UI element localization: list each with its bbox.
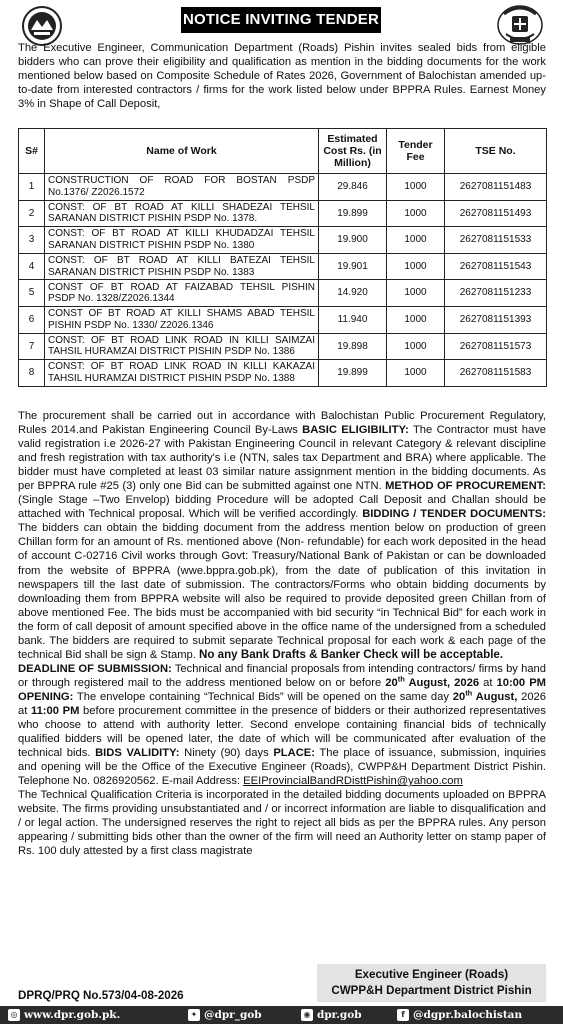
cell-cost: 11.940 [319,306,387,333]
header-fee: Tender Fee [387,129,445,174]
facebook-handle: @dgpr.balochistan [413,1009,523,1021]
facebook-icon: f [397,1009,409,1021]
cell-sno: 3 [19,227,45,254]
cell-fee: 1000 [387,200,445,227]
signatory-department: CWPP&H Department District Pishin [331,984,532,997]
page-title: NOTICE INVITING TENDER [181,7,381,33]
cell-work: CONST: OF BT ROAD AT KILLI BATEZAI TEHSIL SARANAN DISTRICT PISHIN PSDP No. 1383 [45,253,319,280]
opening-time: 11:00 PM [30,704,80,717]
cell-tse: 2627081151533 [445,227,547,254]
cell-cost: 14.920 [319,280,387,307]
deadline-time: 10:00 PM [496,676,546,689]
table-row [19,333,547,360]
intro-paragraph: The Executive Engineer, Communication Department (Roads) Pishin invites sealed bids from eligible bidders who can prove their eligibility and qualification as mention in the bidding documents for the work mentioned below based on Composite Schedule of Rates 2026, Government of Balochistan amended up-to-date from interested contractors / firms for the work listed below under BPPRA Rules. Earnest Money 3% in Shape of Call Deposit, [18,42,546,111]
cell-work: CONST OF BT ROAD AT FAIZABAD TEHSIL PISHIN PSDP No. 1328/Z2026.1344 [45,280,319,307]
cell-tse: 2627081151573 [445,333,547,360]
body-text-segment: The Technical Qualification Criteria is incorporated in the detailed bidding documents uploaded on BPPRA website. The firms providing unsubstantiated and / or incorrect information are liable to disqualification and / or legal action. The undersigned reserves the right to reject all bids as per the BPPRA rules. Any person appearing / submitting bids other than the owner of the firm will need an Authority letter on stamp paper of Rs. 100 duly attested by a first class magistrate [18,789,546,858]
body-text-segment: The Contractor must have valid registration i.e 2026-27 with Pakistan Engineering Council in relevant Category & relevant discipline and fresh registration with tax authority's i.e (NTN, sales tax Department and BRA) where applicable. The bidder must have completed at least 03 similar nature assignment mention in the bidding documents. As per BPPRA rule #25 (3) only one Bid can be submitted against one NTN. [18,424,546,493]
twitter-icon: ✦ [188,1009,200,1021]
no-drafts-notice: No any Bank Drafts & Banker Check will be acceptable. [198,647,504,661]
cell-fee: 1000 [387,253,445,280]
body-text-segment: Ninety (90) days [179,747,274,760]
cell-work: CONST: OF BT ROAD LINK ROAD IN KILLI SAIMZAI TAHSIL HURAMZAI DISTRICT PISHIN PSDP No. 1386 [45,333,319,360]
header-sno: S# [19,129,45,174]
cell-sno: 4 [19,253,45,280]
cell-tse: 2627081151483 [445,174,547,201]
cell-cost: 29.846 [319,174,387,201]
opening-month: August, [472,690,518,703]
cell-work: CONST: OF BT ROAD AT KILLI KHUDADZAI TEHSIL SARANAN DISTRICT PISHIN PSDP No. 1380 [45,227,319,254]
header-tse: TSE No. [445,129,547,174]
heading-basic-eligibility: BASIC ELIGIBILITY: [302,424,409,437]
body-text-segment: (Single Stage –Two Envelop) bidding Procedure will be adopted Call Deposit and Challan should be attached with Technical proposal. Which will be verified accordingly. [18,494,546,521]
opening-day-suffix: th [465,688,473,698]
header-cost: Estimated Cost Rs. (in Million) [319,129,387,174]
opening-day: 20 [452,690,466,703]
table-row [19,360,547,387]
cell-tse: 2627081151583 [445,360,547,387]
cell-sno: 8 [19,360,45,387]
table-header-row [19,129,547,174]
heading-method-of-procurement: METHOD OF PROCUREMENT: [385,480,546,493]
instagram-handle: dpr.gob [317,1009,362,1021]
heading-bidding-documents: BIDDING / TENDER DOCUMENTS: [362,508,546,521]
table-row [19,306,547,333]
body-text-segment: The procurement shall be carried out in accordance with Balochistan Public Procurement Regulatory, Rules 2014.and Pakistan Engineering Council By-Laws [18,410,546,437]
reference-number: DPRQ/PRQ No.573/04-08-2026 [18,989,184,1002]
body-text-segment: at [479,676,497,689]
body-text-segment: Technical and financial proposals from intending contractors/ firms by hand or through registered mail to the address mentioned below on or before [18,662,547,689]
cell-work: CONST: OF BT ROAD LINK ROAD IN KILLI KAKAZAI TAHSIL HURAMZAI DISTRICT PISHIN PSDP No. 1388 [45,360,319,387]
body-text-segment: The envelope containing “Technical Bids” will be opened on the same day [73,690,453,703]
tender-table [18,128,547,387]
signatory-title: Executive Engineer (Roads) [354,968,509,981]
deadline-day-suffix: th [397,674,405,684]
conditions-text [18,409,546,859]
cell-work: CONST OF BT ROAD AT KILLI SHAMS ABAD TEHSIL PISHIN PSDP No. 1330/ Z2026.1346 [45,306,319,333]
cell-sno: 6 [19,306,45,333]
globe-icon: ◎ [8,1009,20,1021]
twitter-item[interactable] [188,1006,262,1024]
cell-sno: 1 [19,174,45,201]
table-row [19,280,547,307]
cell-tse: 2627081151393 [445,306,547,333]
header-work: Name of Work [45,129,319,174]
signature-block [317,964,546,1002]
cell-sno: 2 [19,200,45,227]
instagram-item[interactable] [301,1006,362,1024]
heading-deadline: DEADLINE OF SUBMISSION: [18,662,172,675]
cell-tse: 2627081151233 [445,280,547,307]
cell-fee: 1000 [387,280,445,307]
cell-fee: 1000 [387,360,445,387]
cell-fee: 1000 [387,306,445,333]
heading-bids-validity: BIDS VALIDITY: [95,747,180,760]
cell-fee: 1000 [387,333,445,360]
deadline-day: 20 [385,676,398,689]
cell-fee: 1000 [387,174,445,201]
department-logo-icon [22,6,62,46]
deadline-month-year: August, 2026 [404,676,480,689]
table-row [19,227,547,254]
twitter-handle: @dpr_gob [204,1009,262,1021]
email-link[interactable]: EEIProvincialBandRDisttPishin@yahoo.com [243,775,463,788]
cell-fee: 1000 [387,227,445,254]
cell-cost: 19.900 [319,227,387,254]
table-row [19,253,547,280]
table-row [19,200,547,227]
body-text-segment: before procurement committee in the presence of bidders or their authorized representatives who choose to attend with authority letter. Second envelope containing financial bids of technically qualified bidders will be opened later, the date of which will be communicated after evaluation of the technical bids. [18,704,546,760]
cell-cost: 19.899 [319,360,387,387]
body-text-segment: The place of issuance, submission, inquiries and opening will be the Office of the Executive Engineer (Roads), CWPP&H Department District Pishin. Telephone No. 0826920562. E-mail Address: [18,747,546,788]
facebook-item[interactable] [397,1006,522,1024]
website-item[interactable] [8,1006,120,1024]
cell-tse: 2627081151493 [445,200,547,227]
cell-tse: 2627081151543 [445,253,547,280]
body-text-segment: 2026 at [18,690,546,717]
social-footer-bar [0,1006,563,1024]
cell-work: CONSTRUCTION OF ROAD FOR BOSTAN PSDP No.1376/ Z2026.1572 [45,174,319,201]
cell-sno: 5 [19,280,45,307]
cell-cost: 19.899 [319,200,387,227]
table-row [19,174,547,201]
cell-sno: 7 [19,333,45,360]
instagram-icon: ◉ [301,1009,313,1021]
government-emblem-icon [496,4,544,46]
cell-cost: 19.898 [319,333,387,360]
website-label: www.dpr.gob.pk. [24,1009,121,1021]
heading-place: PLACE: [273,747,315,760]
cell-cost: 19.901 [319,253,387,280]
cell-work: CONST: OF BT ROAD AT KILLI SHADEZAI TEHSIL SARANAN DISTRICT PISHIN PSDP No. 1378. [45,200,319,227]
body-text-segment: The bidders can obtain the bidding document from the address mention below on production of green Chillan form for an amount of Rs. mentioned above (Non- refundable) for each work deposited in the head of account C-02716 Civil works through Govt: Treasury/National Bank of Pakistan or can be downloaded from the website of BPPRA (wwe.bppra.gob.pk), from the date of publication of this invitation in newspapers till the last date of submission. The contractors/Forms who obtain bidding documents by downloading them from BPPRA website will also be required to provide deposited green Chillan from of above mentioned Fee. The bids must be accompanied with bid security “in Technical Bid” for each work in the form of call deposit of amount specified above in the office name of the undersigned from a scheduled bank. The bidders are required to submit separate Technical proposal for each work & each page of the technical Bid shall be sign & Stamp. [18,522,546,661]
heading-opening: OPENING: [18,690,74,703]
